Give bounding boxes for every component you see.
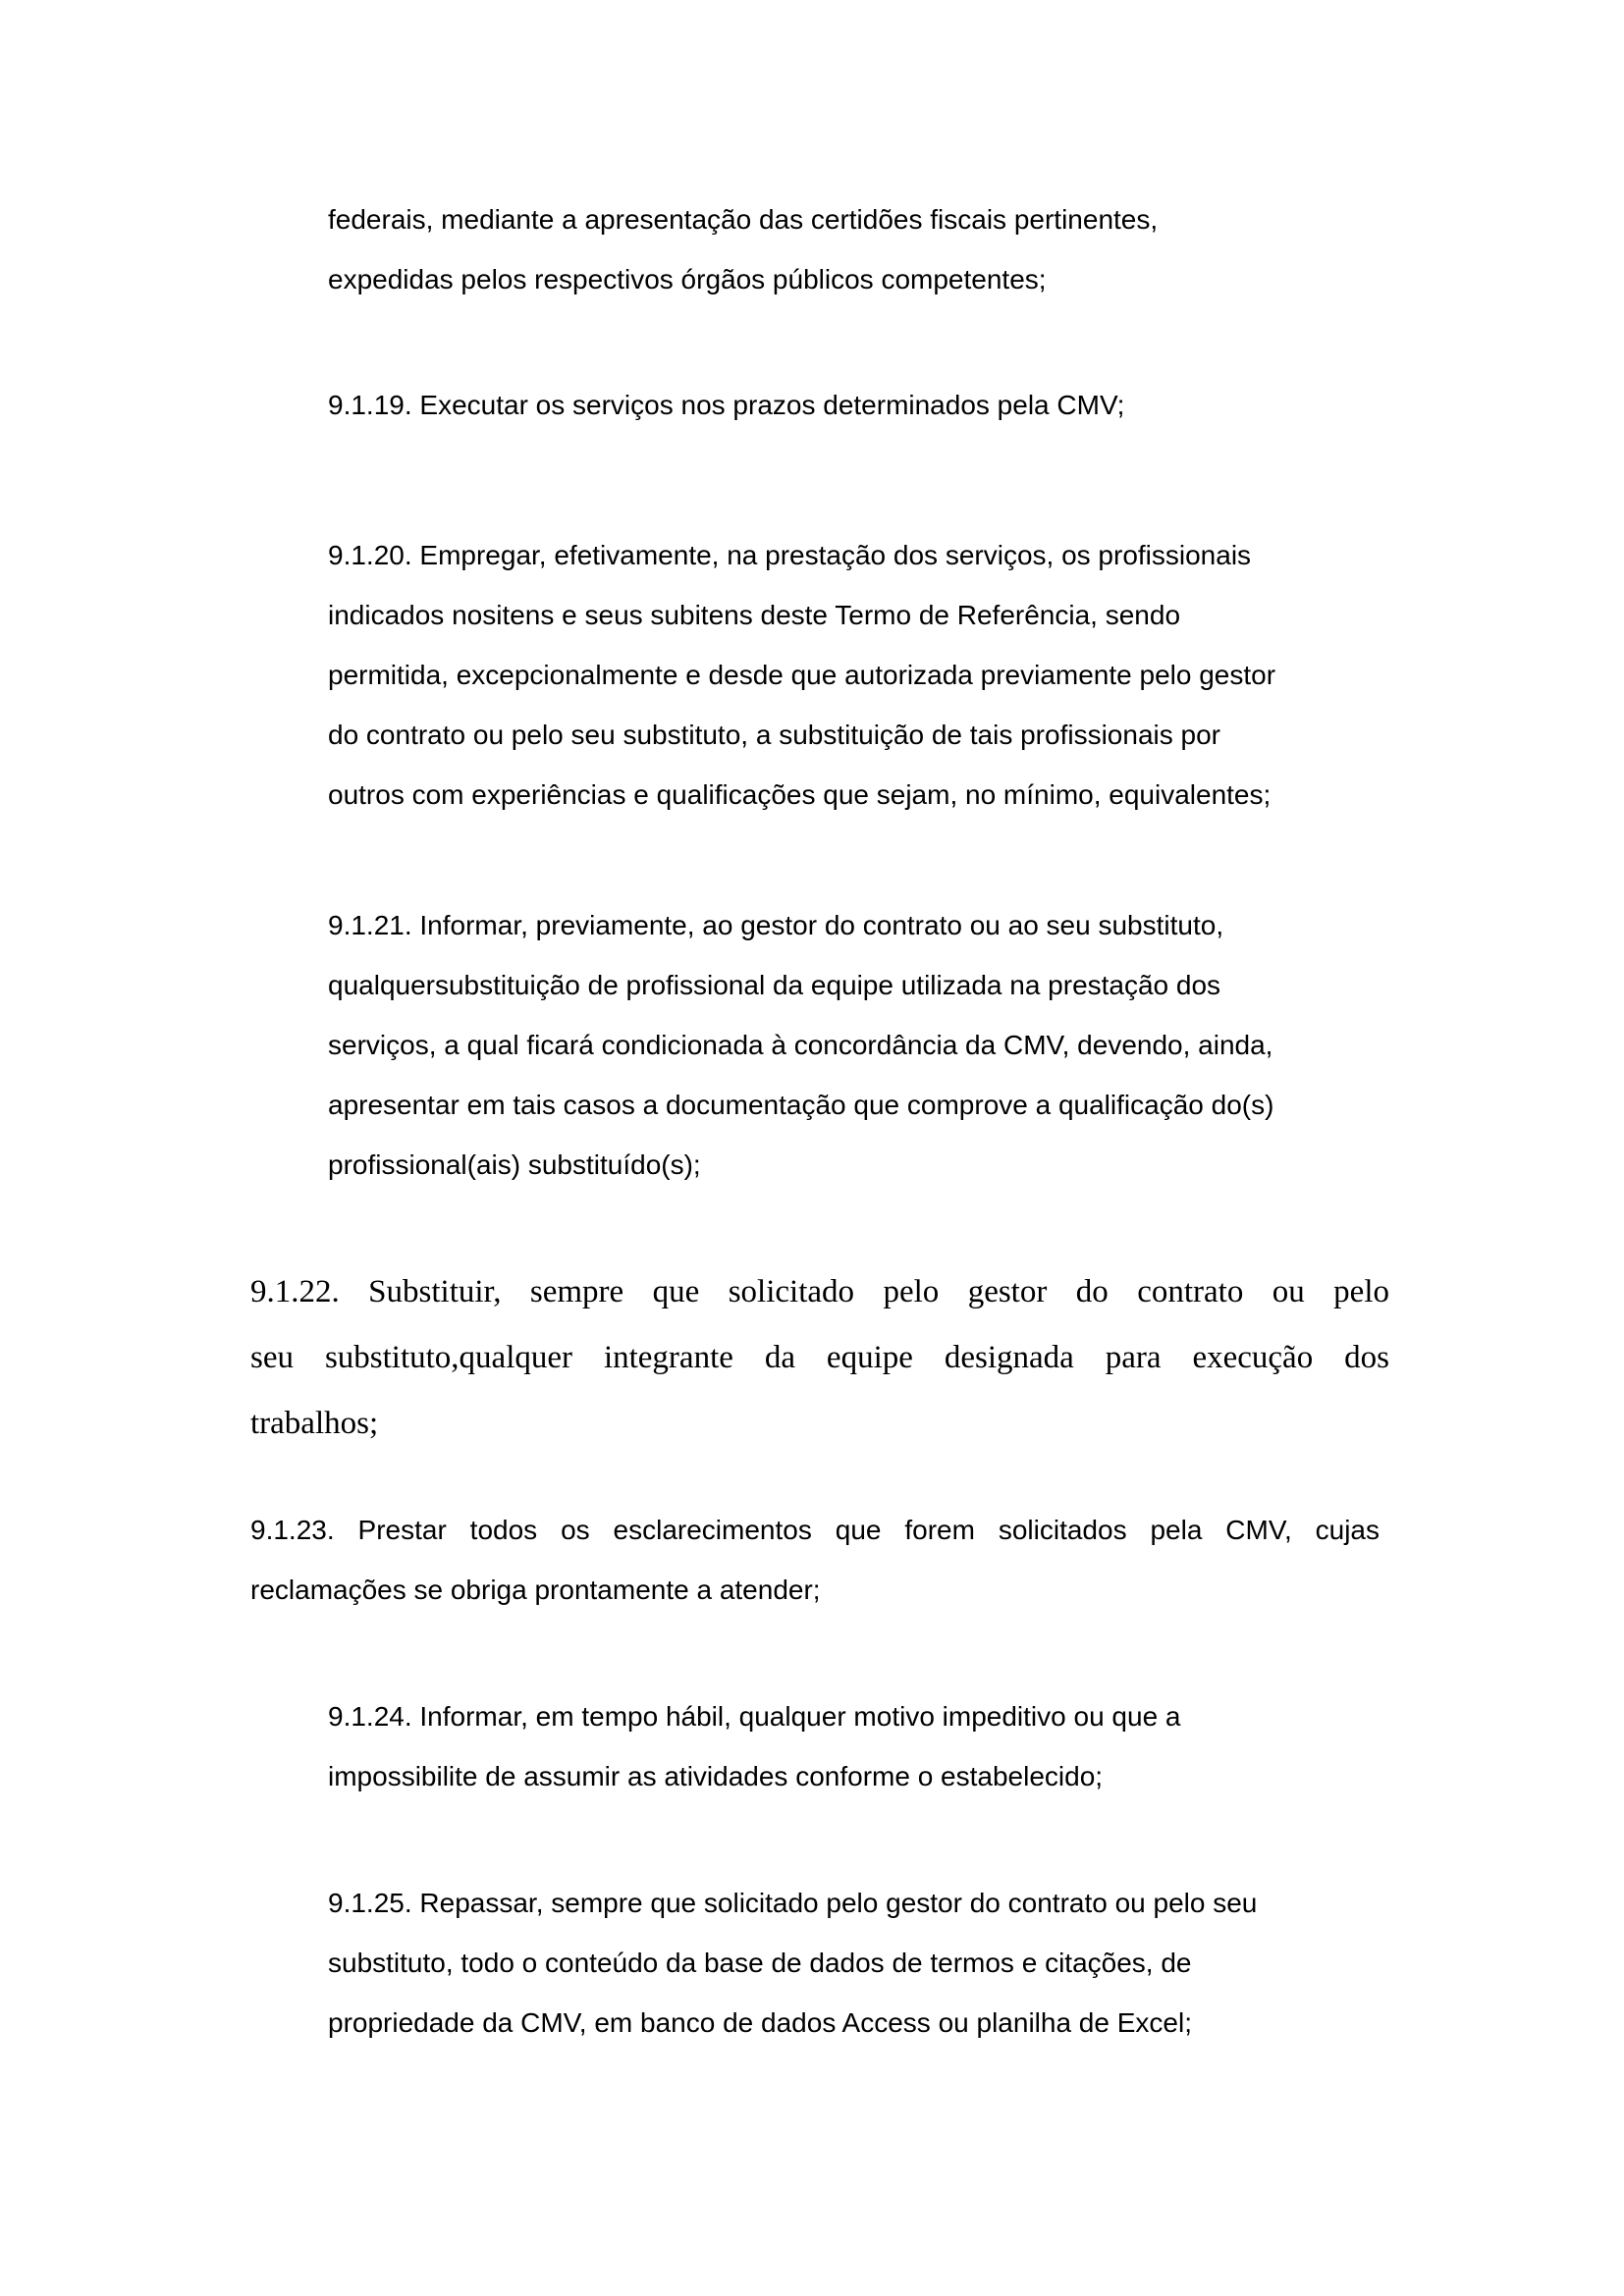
text-line: 9.1.21. Informar, previamente, ao gestor do contrato ou ao seu substituto,: [328, 910, 1224, 940]
text-line: 9.1.22. Substituir, sempre que solicitado pelo gestor do contrato ou pelo: [250, 1274, 1389, 1309]
paragraph-clause-continuation: [328, 189, 1447, 309]
text-line: 9.1.20. Empregar, efetivamente, na prestação dos serviços, os profissionais: [328, 540, 1252, 570]
text-line: propriedade da CMV, em banco de dados Access ou planilha de Excel;: [328, 2007, 1192, 2038]
text-line: 9.1.24. Informar, em tempo hábil, qualquer motivo impeditivo ou que a: [328, 1701, 1181, 1732]
text-line: seu substituto,qualquer integrante da equipe designada para execução dos: [250, 1340, 1389, 1375]
paragraph-9-1-22: [250, 1259, 1389, 1457]
paragraph-9-1-23: [250, 1500, 1380, 1620]
text-line: substituto, todo o conteúdo da base de dados de termos e citações, de: [328, 1948, 1192, 1978]
text-line: 9.1.25. Repassar, sempre que solicitado pelo gestor do contrato ou pelo seu: [328, 1888, 1258, 1918]
paragraph-9-1-21: [328, 895, 1447, 1195]
text-line: expedidas pelos respectivos órgãos públicos competentes;: [328, 264, 1047, 294]
text-line: indicados nositens e seus subitens deste Termo de Referência, sendo: [328, 600, 1181, 630]
text-line: federais, mediante a apresentação das certidões fiscais pertinentes,: [328, 204, 1159, 235]
paragraph-9-1-24: [328, 1686, 1447, 1806]
paragraph-9-1-25: [328, 1873, 1447, 2053]
paragraph-9-1-19: [328, 375, 1447, 435]
text-line: impossibilite de assumir as atividades conforme o estabelecido;: [328, 1761, 1104, 1791]
text-line: 9.1.23. Prestar todos os esclarecimentos que forem solicitados pela CMV, cujas: [250, 1515, 1380, 1545]
text-line: qualquersubstituição de profissional da equipe utilizada na prestação dos: [328, 970, 1221, 1000]
text-line: apresentar em tais casos a documentação que comprove a qualificação do(s): [328, 1090, 1274, 1120]
paragraph-9-1-20: [328, 525, 1447, 825]
text-line: reclamações se obriga prontamente a atender;: [250, 1575, 821, 1605]
text-line: trabalhos;: [250, 1406, 379, 1441]
text-line: serviços, a qual ficará condicionada à concordância da CMV, devendo, ainda,: [328, 1030, 1273, 1060]
text-line: outros com experiências e qualificações que sejam, no mínimo, equivalentes;: [328, 779, 1272, 810]
text-line: permitida, excepcionalmente e desde que autorizada previamente pelo gestor: [328, 660, 1276, 690]
text-line: do contrato ou pelo seu substituto, a substituição de tais profissionais por: [328, 720, 1220, 750]
text-line: 9.1.19. Executar os serviços nos prazos determinados pela CMV;: [328, 390, 1125, 420]
text-line: profissional(ais) substituído(s);: [328, 1149, 701, 1180]
